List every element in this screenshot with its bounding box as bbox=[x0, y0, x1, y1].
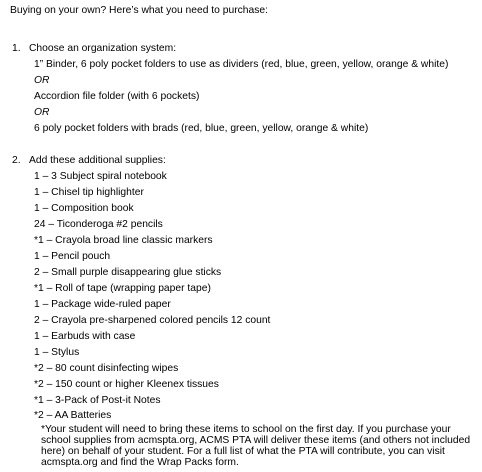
list-item: *1 – Crayola broad line classic markers bbox=[34, 235, 213, 246]
list-item: 1 – Package wide-ruled paper bbox=[34, 299, 171, 310]
option-poly-folders: 6 poly pocket folders with brads (red, blue, green, yellow, orange & white) bbox=[34, 123, 369, 134]
option-binder: 1” Binder, 6 poly pocket folders to use as dividers (red, blue, green, yellow, orange & white) bbox=[34, 59, 449, 70]
list-item: *1 – Roll of tape (wrapping paper tape) bbox=[34, 283, 211, 294]
list-item: 1 – 3 Subject spiral notebook bbox=[34, 171, 167, 182]
section-1-number: 1. bbox=[12, 43, 21, 54]
section-2-number: 2. bbox=[12, 155, 21, 166]
list-item: 2 – Crayola pre-sharpened colored pencils 12 count bbox=[34, 315, 271, 326]
footnote-text: *Your student will need to bring these items to school on the first day. If you purchase your school supplies from acmspta.org, ACMS PTA will deliver these items (and others not included here) on behalf of your student. For a full list of what the PTA will contribute, you can visit acmspta.org and find the Wrap Packs form. bbox=[41, 424, 471, 468]
list-item: *2 – 80 count disinfecting wipes bbox=[34, 363, 179, 374]
list-item: 1 – Pencil pouch bbox=[34, 251, 111, 262]
list-item: 2 – Small purple disappearing glue sticks bbox=[34, 267, 222, 278]
list-item: *1 – 3-Pack of Post-it Notes bbox=[34, 395, 161, 406]
option-or: OR bbox=[34, 75, 50, 86]
section-1-title: Choose an organization system: bbox=[29, 43, 177, 54]
list-item: 1 – Stylus bbox=[34, 347, 80, 358]
list-item: *2 – AA Batteries bbox=[34, 410, 112, 421]
list-item: 24 – Ticonderoga #2 pencils bbox=[34, 219, 163, 230]
section-2-title: Add these additional supplies: bbox=[29, 155, 166, 166]
option-accordion: Accordion file folder (with 6 pockets) bbox=[34, 91, 200, 102]
list-item: 1 – Chisel tip highlighter bbox=[34, 187, 144, 198]
intro-text: Buying on your own? Here’s what you need to purchase: bbox=[10, 5, 268, 16]
list-item: 1 – Earbuds with case bbox=[34, 331, 136, 342]
list-item: *2 – 150 count or higher Kleenex tissues bbox=[34, 379, 219, 390]
option-or: OR bbox=[34, 107, 50, 118]
list-item: 1 – Composition book bbox=[34, 203, 134, 214]
